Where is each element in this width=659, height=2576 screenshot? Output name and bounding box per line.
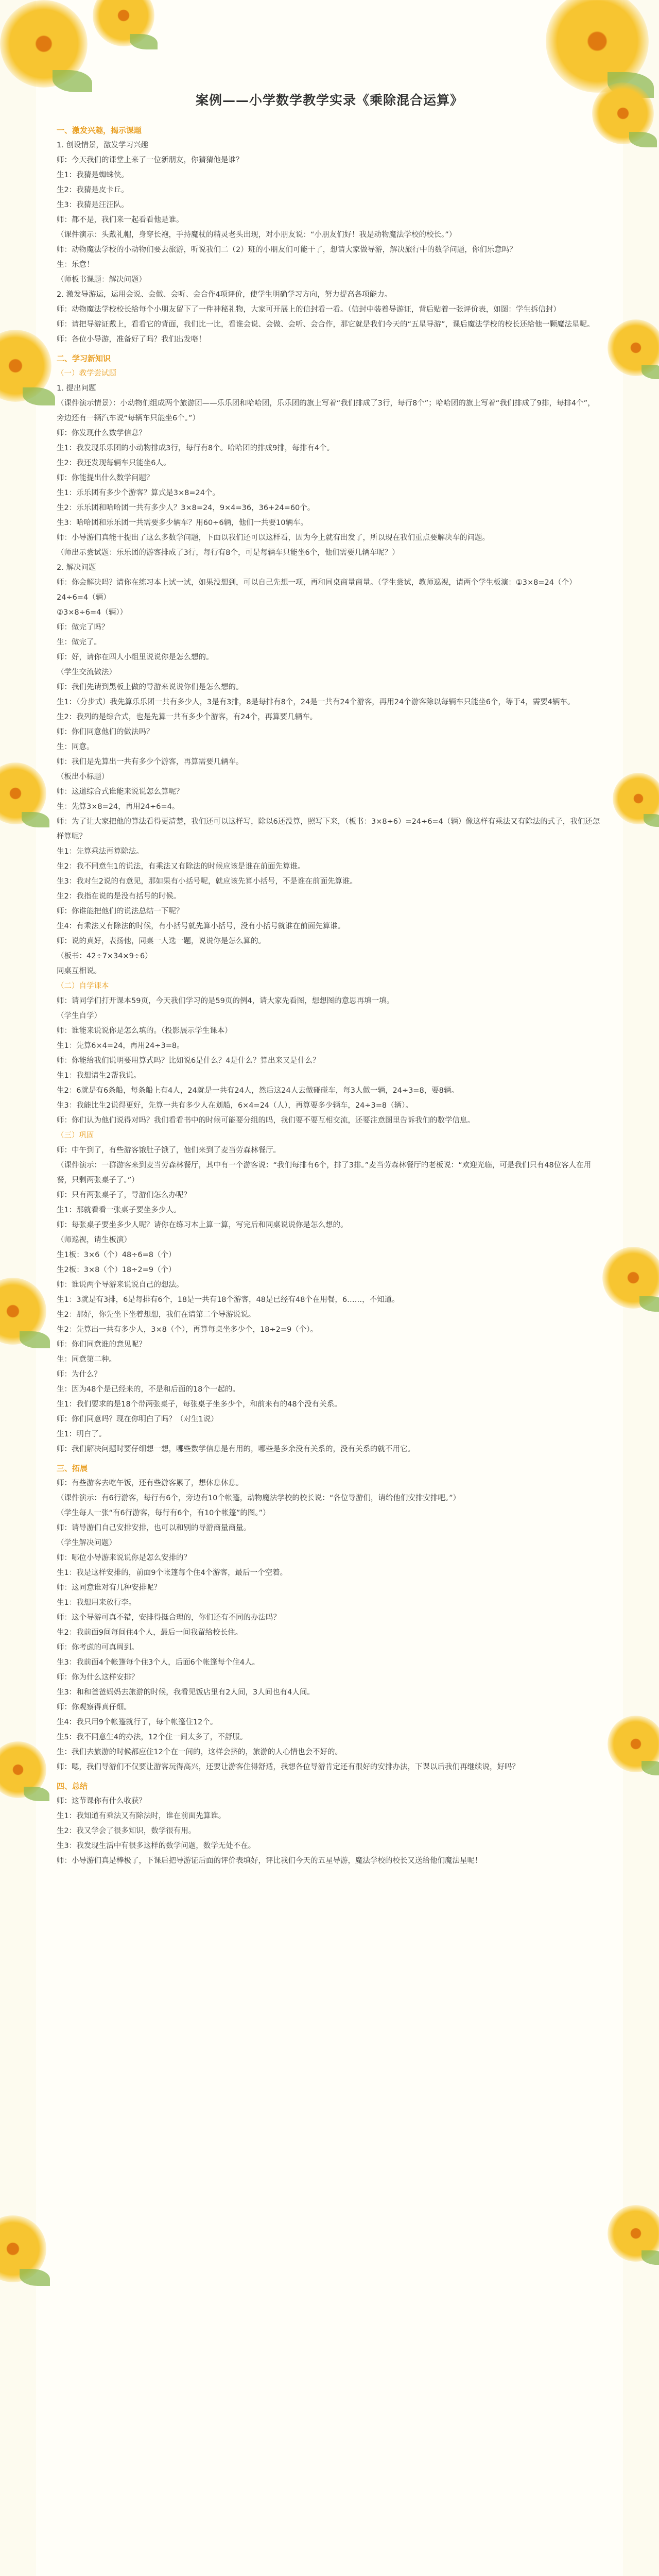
paragraph: 师：我们是先算出一共有多少个游客，再算需要几辆车。 [57,758,244,766]
paragraph: 师：都不是，我们来一起看看他是谁。 [57,216,184,224]
paragraph: 师：你发现什么数学信息？ [57,429,146,437]
paragraph: （课件演示：一群游客来到麦当劳森林餐厅，其中有一个游客说：“我们每排有6个，排了3排。”麦当劳森林餐厅的老板说：“欢迎光临，可是我们只有48位客人在用餐，只剩两张桌子了。”） [57,1161,592,1184]
paragraph: 生3：我能比生2说得更好，先算一共有多少人在划船，6×4=24（人），再算要多少辆车，24÷3=8（辆）。 [57,1101,413,1110]
paragraph: 师：哪位小导游来说说你是怎么安排的？ [57,1554,191,1562]
paragraph: 生1：我想用来放行李。 [57,1599,136,1607]
paragraph: 生3：我猜是汪汪队。 [57,201,129,209]
paragraph: 生1：3就是有3排，6是每排有6个，18是一共有18个游客，48是已经有48个在用餐，6……，不知道。 [57,1296,400,1304]
leaf-decoration [641,365,659,379]
paragraph: 生1：乐乐团有多少个游客？算式是3×8=24个。 [57,489,220,497]
paragraph: （师巡视，请生板演） [57,1236,131,1244]
paragraph: 生3：和和爸爸妈妈去旅游的时候，我看见饭店里有2人间，3人间也有4人间。 [57,1688,315,1697]
paragraph: 师：你考虑的可真周到。 [57,1643,139,1652]
paragraph: （板出小标题） [57,773,109,781]
paragraph: 生1：我知道有乘法又有除法时，谁在前面先算谁。 [57,1812,226,1820]
section-heading: 一、激发兴趣，揭示课题 [57,126,142,135]
paragraph: 师：你们同意他们的做法吗？ [57,728,154,736]
paragraph: 生2：6就是有6条船，每条船上有4人，24就是一共有24人，然后这24人去做碰碰车，每3人做一辆，24÷3=8，要8辆。 [57,1087,459,1095]
paragraph: （板书：42÷7×34×9÷6） [57,952,152,960]
paragraph: 生3：我发现生活中有很多这样的数学问题，数学无处不在。 [57,1842,256,1850]
leaf-decoration [641,1761,659,1775]
paragraph: 师：你会解决吗？请你在练习本上试一试，如果没想到，可以自己先想一项，再和同桌商量商量。（学生尝试，教师巡视，请两个学生板演：①3×8=24（个） 24÷6=4（辆） [57,579,577,602]
page-title: 案例——小学数学教学实录《乘除混合运算》 [195,93,463,108]
paragraph: 师：说的真好，表扬他，同桌一人选一题，说说你是怎么算的。 [57,937,266,945]
subsection-heading: （三）巩固 [57,1131,94,1140]
paragraph: 生：同意第二种。 [57,1355,116,1364]
paragraph: （课件演示：头戴礼帽，身穿长袍，手持魔杖的精灵老头出现，对小朋友说：“小朋友们好！我是动物魔法学校的校长。”） [57,231,457,239]
paragraph: 师：做完了吗？ [57,623,109,632]
paragraph: 师：谁能来说说你是怎么填的。（投影展示学生课本） [57,1027,232,1035]
leaf-decoration [629,132,657,147]
paragraph: 师：为什么？ [57,1370,101,1379]
document-body [57,93,602,1869]
paragraph: 师：这道综合式谁能来说说怎么算呢？ [57,788,184,796]
paragraph: 师：小导游们真是棒极了，下课后把导游证后面的评价表填好，评比我们今天的五星导游，魔法学校的校长又送给他们魔法星呢！ [57,1857,482,1865]
paragraph: 生1：那就看看一张桌子要坐多少人。 [57,1206,181,1214]
paragraph: 生1：（分步式）我先算乐乐团一共有多少人，3是有3排，8是每排有8个，24是一共有24个游客，再用24个游客除以每辆车只能坐6个，等于4，需要4辆车。 [57,698,575,706]
paragraph: 师：请同学们打开课本59页，今天我们学习的是59页的例4，请大家先看图，想想图的意思再填一填。 [57,997,394,1005]
paragraph: 生2：我指在说的是没有括号的时候。 [57,892,181,901]
paragraph: 师：各位小导游，准备好了吗？我们出发咯！ [57,335,206,344]
paragraph: 同桌互相说。 [57,967,101,975]
paragraph: 生2：那好，你先坐下坐着想想，我们在请第二个导游说说。 [57,1311,256,1319]
paragraph: 师：请导游们自己安排安排，也可以和别的导游商量商量。 [57,1524,251,1532]
paragraph: 生2：我又学会了很多知识，数学很有用。 [57,1827,196,1835]
paragraph: 师：我们先请到黑板上做的导游来说说你们是怎么想的。 [57,683,244,691]
paragraph: 生1：我猜是蜘蛛侠。 [57,171,129,179]
paragraph: 生3：哈哈团和乐乐团一共需要多少辆车？用60÷6辆，他们一共要10辆车。 [57,519,308,527]
paragraph: 师：中午到了，有些游客饿肚子饿了，他们来到了麦当劳森林餐厅。 [57,1146,281,1155]
paragraph: 1. 提出问题 [57,384,96,393]
paragraph: 生3：我前面4个帐篷每个住3个人，后面6个帐篷每个住4人。 [57,1658,260,1667]
paragraph: 生1：我想请生2帮我说。 [57,1072,141,1080]
paragraph: 师：请把导游证戴上，看看它的背面，我们比一比，看谁会说、会做、会听、会合作，那它就是我们今天的“五星导游”，课后魔法学校的校长还给他一颗魔法星呢。 [57,320,595,329]
paragraph: 师：动物魔法学校的小动物们要去旅游，听说我们二（2）班的小朋友们可能干了，想请大家做导游，解决旅行中的数学问题，你们乐意吗？ [57,246,517,254]
paragraph: 生2：我不同意生1的说法，有乘法又有除法的时候应该是谁在前面先算谁。 [57,862,305,871]
paragraph: 师：这节课你有什么收获？ [57,1797,146,1805]
paragraph: 生1：我是这样安排的，前面9个帐篷每个住4个游客，最后一个空着。 [57,1569,288,1577]
paragraph: 生2：我列的是综合式，也是先算一共有多少个游客，有24个，再算要几辆车。 [57,713,318,721]
paragraph: 生2：乐乐团和哈哈团一共有多少人？3×8=24，9×4=36，36+24=60个。 [57,504,315,512]
paragraph: （学生解决问题） [57,1539,116,1547]
section-heading: 三、拓展 [57,1464,88,1473]
paragraph: （课件演示：有6行游客，每行有6个，旁边有10个帐篷，动物魔法学校的校长说：“各位导游们，请给他们安排安排吧。”） [57,1494,461,1502]
paragraph: （学生交流做法） [57,668,116,676]
paragraph: 师：你谁能把他们的说法总结一下呢？ [57,907,184,916]
paragraph: 师：为了让大家把他的算法看得更清楚，我们还可以这样写，除以6还没算，照写下来，（板书：3×8÷6）=24÷6=4（辆）像这样有乘法又有除法的式子，我们还怎样算呢？ [57,818,600,841]
paragraph: 师：你们认为他们说得对吗？我们看看书中的时候可能要分组的吗，我们要不要互相交流，还要注意图里告诉我们的数学信息。 [57,1116,475,1125]
paragraph: 生：乐意！ [57,261,94,269]
paragraph: 师：有些游客去吃午饭，还有些游客累了，想休息休息。 [57,1479,244,1487]
paragraph: 师：你为什么这样安排？ [57,1673,139,1682]
paragraph: 生1板：3×6（个）48÷6=8（个） [57,1251,176,1259]
paragraph: （学生每人一张“有6行游客，每行有6个，有10个帐篷”的图。”） [57,1509,270,1517]
paragraph: 生2：我猜是皮卡丘。 [57,186,129,194]
article-sections [57,123,602,1869]
paragraph: 师：好，请你在四人小组里说说你是怎么想的。 [57,653,214,662]
paragraph: 师：这同意谁对有几种安排呢？ [57,1584,161,1592]
paragraph: ②3×8÷6=4（辆）） [57,608,128,617]
paragraph: （学生自学） [57,1012,101,1020]
paragraph: 生4：有乘法又有除法的时候，有小括号就先算小括号，没有小括号就谁在前面先算谁。 [57,922,345,930]
paragraph: 1. 创设情景，激发学习兴趣 [57,141,148,149]
paragraph: 生2：先算出一共有多少人，3×8（个），再算每桌坐多少个，18÷2=9（个）。 [57,1326,318,1334]
paragraph: 生：先算3×8=24，再用24÷6=4。 [57,803,180,811]
paragraph: 师：动物魔法学校校长给每个小朋友留下了一件神秘礼物，大家可开展上的信封看一看。（信封中装着导游证，背后贴着一张评价表，如图：学生拆信封） [57,306,561,314]
paragraph: 师：你观察得真仔细。 [57,1703,131,1711]
paragraph: 2. 激发导游运，运用会说、会做、会听、会合作4项评价，使学生明确学习方向，努力提高各项能力。 [57,291,392,299]
paragraph: 生3：我对生2说的有意见，那如果有小括号呢，就应该先算小括号，不是谁在前面先算谁。 [57,877,357,886]
paragraph: 师：今天我们的课堂上来了一位新朋友，你猜猜他是谁？ [57,156,244,164]
paragraph: 生1：我们要求的是18个带两张桌子，每张桌子坐多少个，和前来有的48个没有关系。 [57,1400,342,1409]
paragraph: 生2：我还发现每辆车只能坐6人。 [57,459,171,467]
paragraph: 师：你能提出什么数学问题？ [57,474,154,482]
leaf-decoration [639,1296,659,1312]
paragraph: 师：这个导游可真不错，安排得挺合理的，你们还有不同的办法吗？ [57,1614,281,1622]
section-heading: 四、总结 [57,1782,88,1791]
paragraph: 生4：我只用9个帐篷就行了，每个帐篷住12个。 [57,1718,218,1726]
leaf-decoration [641,2250,659,2265]
paragraph: 师：你们同意谁的意见呢？ [57,1341,146,1349]
paragraph: 师：你能给我们说明要用算式吗？比如说6是什么？4是什么？算出来又是什么？ [57,1057,320,1065]
paragraph: 生5：我不同意生4的办法，12个住一间太多了，不舒服。 [57,1733,248,1741]
paragraph: 师：小导游们真能干提出了这么多数学问题，下面以我们还可以这样看，因为今上就有出发了，所以现在我们重点要解决车的问题。 [57,534,490,542]
paragraph: 生1：我发现乐乐团的小动物排成3行，每行有8个。哈哈团的排成9排，每排有4个。 [57,444,335,452]
subsection-heading: （一）教学尝试题 [57,369,116,378]
subsection-heading: （二）自学课本 [57,982,109,990]
paragraph: （师出示尝试题：乐乐团的游客排成了3行，每行有8个，可是每辆车只能坐6个，他们需要几辆车呢？） [57,549,400,557]
paragraph: 师：每张桌子要坐多少人呢？请你在练习本上算一算，写完后和同桌说说你是怎么想的。 [57,1221,348,1229]
paragraph: 生2板：3×8（个）18÷2=9（个） [57,1266,176,1274]
section-heading: 二、学习新知识 [57,354,111,363]
leaf-decoration [644,814,659,827]
paragraph: （师板书课题：解决问题） [57,276,146,284]
paragraph: 生：我们去旅游的时候都应住12个在一间的，这样会挤的，旅游的人心情也会不好的。 [57,1748,342,1756]
paragraph: 2. 解决问题 [57,564,96,572]
paragraph: 生1：明白了。 [57,1430,107,1438]
paragraph: 生：同意。 [57,743,94,751]
paragraph: 生：因为48个是已经来的，不是和后面的18个一起的。 [57,1385,240,1394]
paragraph: 师：你们同意吗？现在你明白了吗？（对生1说） [57,1415,218,1423]
paragraph: 生1：先算6×4=24，再用24÷3=8。 [57,1042,184,1050]
paragraph: 师：只有两张桌子了，导游们怎么办呢？ [57,1191,191,1199]
paragraph: 师：嗯，我们导游们不仅要让游客玩得高兴，还要让游客住得舒适，我想各位导游肯定还有很好的安排办法，下课以后我们再继续说，好吗？ [57,1763,519,1771]
paragraph: 生：做完了。 [57,638,101,647]
paragraph: 师：我们解决问题时要仔细想一想，哪些数学信息是有用的，哪些是多余没有关系的，没有关系的就不用它。 [57,1445,415,1453]
paragraph: 生1：先算乘法再算除法。 [57,848,144,856]
paragraph: 师：谁说两个导游来说说自己的想法。 [57,1281,184,1289]
paragraph: （课件演示情景）：小动物们组成两个旅游团——乐乐团和哈哈团，乐乐团的旗上写着“我们排成了3行，每行8个”；哈哈团的旗上写着“我们排成了9排，每排4个”，旁边还有一辆汽车说“每辆车只能坐6个。”） [57,399,595,422]
paragraph: 生2：我前面9间每间住4个人，最后一间我留给校长住。 [57,1629,243,1637]
